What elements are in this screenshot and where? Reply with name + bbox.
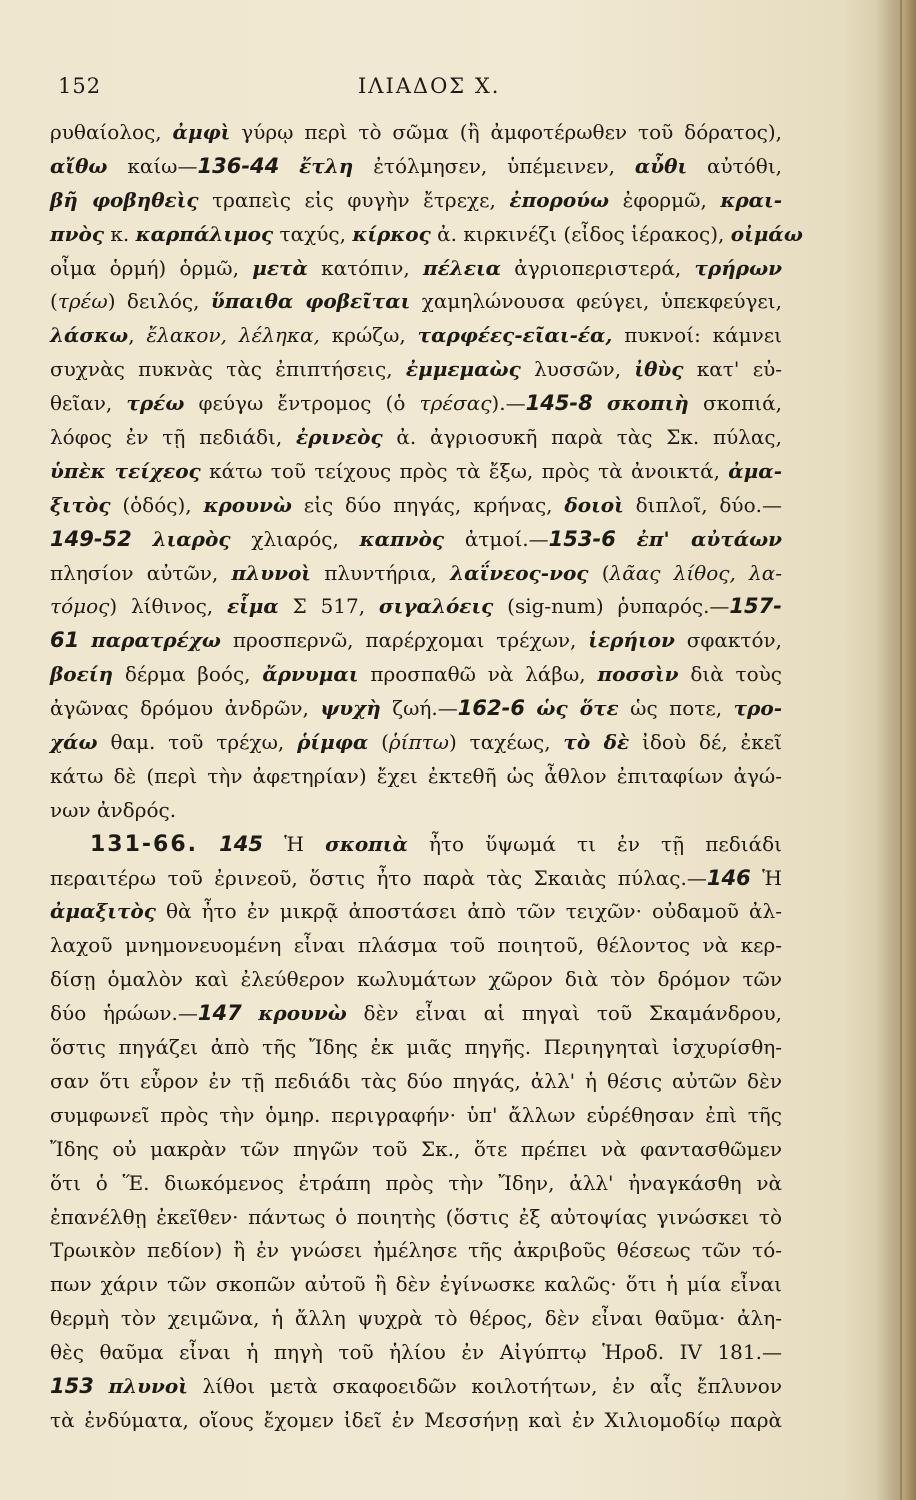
text-line bbox=[50, 929, 782, 963]
lemma-term: πέλεια bbox=[423, 255, 502, 280]
text-line bbox=[50, 590, 782, 624]
lemma-term: λάσκω bbox=[50, 323, 129, 348]
lemma-term: βῆ φοβηθεὶς bbox=[50, 187, 199, 212]
text-run: ρυθαίολος, bbox=[50, 120, 173, 144]
running-title: ΙΛΙΑΔΟΣ Χ. bbox=[358, 74, 501, 98]
text-run: καίω— bbox=[107, 153, 198, 178]
text-line bbox=[50, 726, 782, 760]
text-run: θὰ ἦτο ἐν μικρᾷ ἀποστάσει ἀπὸ τῶν τειχῶν· οὐδαμοῦ ἀλ- bbox=[155, 899, 782, 924]
text-run bbox=[593, 391, 607, 415]
lemma-term: κρουνὼ bbox=[203, 492, 292, 517]
text-line bbox=[50, 658, 782, 692]
text-run: ( bbox=[368, 730, 389, 755]
text-run: κρώζω, bbox=[319, 323, 418, 348]
text-run: κατόπιν, bbox=[307, 255, 423, 280]
text-line bbox=[50, 794, 782, 828]
text-run: προσπαθῶ νὰ λάβω, bbox=[358, 662, 598, 687]
text-run: αὐτόθι, bbox=[687, 153, 783, 178]
lemma-term: τρέω bbox=[57, 289, 108, 314]
text-line bbox=[50, 1370, 782, 1404]
text-run: ὡς ποτε, bbox=[618, 696, 734, 721]
lemma-term: ἰθὺς bbox=[634, 357, 684, 382]
text-run: ἀ. κιρκινέζι (εἶδος ἱέρακος), bbox=[430, 221, 731, 246]
lemma-term: χάω bbox=[50, 730, 98, 755]
text-line bbox=[50, 523, 782, 557]
lemma-term: βοείη bbox=[50, 662, 113, 687]
text-line bbox=[50, 489, 782, 523]
text-run: σαν ὅτι εὗρον ἐν τῇ πεδιάδι τὰς δύο πηγάς, ἀλλ' ἡ θέσις αὐτῶν δὲν bbox=[50, 1068, 782, 1093]
text-run: δέρμα βοός, bbox=[113, 662, 263, 687]
line-reference: 61 bbox=[50, 628, 80, 653]
lemma-term: ἐμμεμαὼς bbox=[405, 357, 521, 382]
text-run: ( bbox=[50, 289, 58, 314]
text-run: φεύγω ἔντρομος (ὁ bbox=[184, 391, 420, 416]
text-line bbox=[50, 218, 803, 252]
lemma-term: ἱερήιον bbox=[588, 628, 675, 653]
text-line bbox=[50, 1336, 782, 1370]
lemma-term: εἷμα bbox=[226, 594, 279, 619]
line-reference: 162-6 bbox=[457, 696, 525, 721]
lemma-term: ἐρινεὸς bbox=[295, 425, 383, 450]
section-heading: 131-66. bbox=[90, 831, 199, 857]
text-run bbox=[616, 527, 637, 551]
text-run: κάτω δὲ (περὶ τὴν ἀφετηρίαν) ἔχει ἐκτεθῆ ὡς ἆθλον ἐπιταφίων ἀγώ- bbox=[50, 763, 782, 788]
line-reference: 153-6 bbox=[548, 526, 616, 551]
text-run: χλιαρός, bbox=[230, 526, 360, 551]
text-run: ἀτμοί.— bbox=[444, 526, 549, 551]
text-run: ὅτι ὁ Ἕ. διωκόμενος ἐτράπη πρὸς τὴν Ἴδην, ἀλλ' ἠναγκάσθη νὰ bbox=[50, 1170, 782, 1195]
lemma-term: ἀμαξιτὸς bbox=[50, 899, 156, 924]
lemma-term: καρπάλιμος bbox=[135, 221, 274, 246]
lemma-term: ἔτλη bbox=[299, 153, 354, 178]
text-line bbox=[50, 1031, 782, 1065]
lemma-term: ἀμα- bbox=[728, 458, 783, 483]
text-line bbox=[50, 1268, 782, 1302]
line-reference: 145-8 bbox=[525, 391, 593, 416]
lemma-term: παρατρέχω bbox=[91, 628, 221, 653]
text-run bbox=[242, 1001, 259, 1025]
text-run: κ. bbox=[104, 221, 136, 246]
line-reference: 147 bbox=[197, 1001, 242, 1026]
text-run: λόφος ἐν τῇ πεδιάδι, bbox=[50, 425, 296, 450]
text-run: Ἴδης οὐ μακρὰν τῶν πηγῶν τοῦ Σκ., ὅτε πρέπει νὰ φαντασθῶμεν bbox=[50, 1136, 782, 1161]
text-line bbox=[50, 252, 782, 286]
text-line bbox=[50, 557, 782, 591]
text-run: θερμὴ τὸν χειμῶνα, ἡ ἄλλη ψυχρὰ τὸ θέρος, δὲν εἶναι θαῦμα· ἀλη- bbox=[50, 1306, 782, 1331]
lemma-term: οἰμάω bbox=[730, 221, 803, 246]
text-run: ἀγῶνας δρόμου ἀνδρῶν, bbox=[50, 696, 321, 721]
lemma-term: ῥίπτω bbox=[388, 730, 449, 755]
line-reference: 146 bbox=[706, 865, 751, 890]
text-run: λαχοῦ μνημονευομένη εἶναι πλάσμα τοῦ ποιητοῦ, θέλοντος νὰ κερ- bbox=[50, 933, 782, 958]
text-line bbox=[50, 760, 782, 794]
text-line bbox=[50, 1234, 782, 1268]
lemma-term: τόμος bbox=[50, 594, 110, 619]
lemma-term: αὖθι bbox=[634, 153, 688, 178]
lemma-term: πλυνοὶ bbox=[231, 560, 311, 585]
text-line bbox=[50, 455, 782, 489]
lemma-term: ἐπορούω bbox=[509, 187, 610, 212]
text-line bbox=[50, 353, 782, 387]
lemma-term: ψυχὴ bbox=[320, 696, 381, 721]
text-run: (sig-num) ῥυπαρός.— bbox=[493, 594, 730, 619]
lemma-term: ὕπαιθα φοβεῖται bbox=[210, 289, 411, 314]
text-run: θὲς θαῦμα εἶναι ἡ πηγὴ τοῦ ἡλίου ἐν Αἰγύπτῳ Ἡροδ. IV 181.— bbox=[50, 1340, 782, 1365]
text-run: ( bbox=[588, 560, 610, 585]
lemma-term: ἔλακον, λέληκα, bbox=[146, 323, 320, 348]
text-run: συχνὰς πυκνὰς τὰς ἐπιπτήσεις, bbox=[50, 357, 406, 382]
line-reference: 153 bbox=[50, 1373, 94, 1398]
text-line bbox=[50, 184, 782, 218]
text-run: πλησίον αὐτῶν, bbox=[50, 560, 232, 585]
text-run: τραπεὶς εἰς φυγὴν ἔτρεχε, bbox=[198, 187, 510, 212]
text-line bbox=[50, 421, 782, 455]
text-run bbox=[94, 1374, 109, 1398]
lemma-term: ὡς ὅτε bbox=[536, 696, 619, 721]
text-run: γύρῳ περὶ τὸ σῶμα (ἢ ἀμφοτέρωθεν τοῦ δόρατος), bbox=[230, 120, 782, 144]
text-run: διπλοῖ, δύο.— bbox=[623, 492, 782, 517]
text-run: οἶμα ὁρμή) ὁρμῶ, bbox=[50, 255, 253, 280]
lemma-term: τρέω bbox=[126, 391, 185, 416]
text-run: ) δειλός, bbox=[107, 289, 211, 314]
text-line bbox=[50, 828, 782, 862]
text-run: προσπερνῶ, παρέρχομαι τρέχων, bbox=[220, 628, 589, 653]
text-line bbox=[50, 1065, 782, 1099]
lemma-term: λᾶας λίθος, λα- bbox=[609, 560, 782, 585]
lemma-term: σκοπιὴ bbox=[606, 391, 689, 416]
lemma-term: πνὸς bbox=[50, 221, 105, 246]
text-run: Ἡ bbox=[750, 865, 782, 890]
text-run: ) λίθινος, bbox=[109, 594, 227, 619]
text-run: θεῖαν, bbox=[50, 391, 127, 416]
text-run: Τρωικὸν πεδίον) ἢ ἐν γνώσει ἠμέλησε τῆς ἀκριβοῦς θέσεως τῶν τό- bbox=[50, 1238, 782, 1263]
line-reference: 149-52 bbox=[50, 526, 132, 551]
text-run bbox=[198, 832, 219, 856]
text-run bbox=[132, 527, 153, 551]
lemma-term: καπνὸς bbox=[359, 526, 445, 551]
text-line bbox=[50, 319, 782, 353]
lemma-term: μετὰ bbox=[252, 255, 308, 280]
line-reference: 136-44 bbox=[197, 153, 280, 178]
page-header bbox=[58, 74, 788, 102]
text-run: συμφωνεῖ πρὸς τὴν ὁμηρ. περιγραφήν· ὑπ' ἄλλων εὑρέθησαν ἐπὶ τῆς bbox=[50, 1102, 782, 1127]
text-run: περαιτέρω τοῦ ἐρινεοῦ, ὅστις ἦτο παρὰ τὰς Σκαιὰς πύλας.— bbox=[50, 865, 707, 890]
text-run: εἰς δύο πηγάς, κρήνας, bbox=[291, 492, 565, 517]
lemma-term: ξιτὸς bbox=[50, 492, 111, 517]
text-line bbox=[50, 1201, 782, 1235]
lemma-term: τρέσας bbox=[419, 391, 492, 416]
lemma-term: ἄρνυμαι bbox=[262, 662, 359, 687]
text-run: λίθοι μετὰ σκαφοειδῶν κοιλοτήτων, ἐν αἷς ἔπλυνον bbox=[187, 1373, 782, 1398]
lemma-term: σιγαλόεις bbox=[378, 594, 494, 619]
lemma-term: κρουνὼ bbox=[258, 1001, 347, 1026]
text-run: σφακτόν, bbox=[674, 628, 783, 653]
text-run: διὰ τοὺς bbox=[678, 662, 782, 687]
text-run: ἐτόλμησεν, ὑπέμεινεν, bbox=[353, 153, 635, 178]
text-run: ἐφορμῶ, bbox=[609, 187, 721, 212]
text-line bbox=[50, 285, 782, 319]
lemma-term: κραι- bbox=[720, 187, 782, 212]
text-run bbox=[79, 628, 91, 652]
commentary-text bbox=[50, 116, 803, 1438]
page-number: 152 bbox=[58, 74, 102, 98]
text-run: ) ταχέως, bbox=[449, 730, 564, 755]
text-run: ).— bbox=[491, 391, 526, 416]
text-run: ἀγριοπεριστερά, bbox=[501, 255, 695, 280]
text-line bbox=[50, 963, 782, 997]
text-run: ἐπανέλθῃ ἐκεῖθεν· πάντως ὁ ποιητὴς (ὅστις ἐξ αὐτοψίας γινώσκει τὸ bbox=[50, 1204, 782, 1229]
text-line bbox=[50, 1167, 782, 1201]
text-run: Ἡ bbox=[263, 831, 326, 856]
text-line bbox=[50, 116, 782, 150]
text-run: λυσσῶν, bbox=[520, 357, 635, 382]
line-reference: 145 bbox=[219, 831, 263, 856]
text-run: ταχύς, bbox=[273, 221, 353, 246]
text-line bbox=[50, 692, 782, 726]
text-line bbox=[50, 1133, 782, 1167]
text-run bbox=[279, 154, 299, 178]
text-run: χαμηλώνουσα φεύγει, ὑπεκφεύγει, bbox=[410, 289, 782, 314]
text-run: ζωή.— bbox=[380, 696, 458, 721]
text-run: Σ 517, bbox=[278, 594, 379, 619]
lemma-term: ποσσὶν bbox=[597, 662, 679, 687]
text-line bbox=[50, 1302, 782, 1336]
text-line bbox=[50, 150, 782, 184]
text-run: κατ' εὐ- bbox=[683, 357, 782, 382]
text-line bbox=[50, 1099, 782, 1133]
text-run: ἰδοὺ δέ, ἐκεῖ bbox=[629, 730, 782, 755]
lemma-term: πλυνοὶ bbox=[108, 1373, 188, 1398]
text-run: ἦτο ὕψωμά τι ἐν τῇ πεδιάδι bbox=[407, 831, 782, 856]
text-run: σκοπιά, bbox=[688, 391, 783, 416]
text-run: , bbox=[128, 323, 147, 348]
text-line bbox=[50, 862, 782, 896]
lemma-term: τὸ δὲ bbox=[563, 730, 630, 755]
text-run: ἀ. ἀγριοσυκῆ παρὰ τὰς Σκ. πύλας, bbox=[382, 425, 782, 450]
text-run: δύο ἡρώων.— bbox=[50, 1001, 198, 1026]
lemma-term: ῥίμφα bbox=[297, 730, 369, 755]
lemma-term: λιαρὸς bbox=[152, 526, 231, 551]
text-line bbox=[50, 387, 782, 421]
text-run: πυκνοί: κάμνει bbox=[612, 323, 783, 348]
text-run: δίσῃ ὁμαλὸν καὶ ἐλεύθερον κωλυμάτων χῶρον διὰ τὸν δρόμον τῶν bbox=[50, 967, 782, 992]
lemma-term: λαΐνεος-νος bbox=[450, 560, 589, 585]
text-line bbox=[50, 1404, 782, 1438]
lemma-term: τρο- bbox=[733, 696, 782, 721]
lemma-term: ταρφέες-εῖαι-έα, bbox=[417, 323, 613, 348]
line-reference: 157- bbox=[729, 594, 782, 619]
text-run: πων χάριν τῶν σκοπῶν αὐτοῦ ἢ δὲν ἐγίνωσκε καλῶς· ὅτι ἡ μία εἶναι bbox=[50, 1272, 782, 1297]
lemma-term: αἴθω bbox=[50, 153, 108, 178]
text-line bbox=[50, 895, 782, 929]
text-line bbox=[50, 624, 782, 658]
lemma-term: ἐπ' αὐτάων bbox=[636, 526, 783, 551]
page-edge-shadow bbox=[876, 0, 916, 1500]
lemma-term: ἀμφὶ bbox=[172, 120, 231, 144]
text-run: τὰ ἐνδύματα, οἵους ἔχομεν ἰδεῖ ἐν Μεσσήνῃ καὶ ἐν Χιλιομοδίῳ παρὰ bbox=[50, 1407, 782, 1432]
lemma-term: δοιοὶ bbox=[564, 492, 624, 517]
text-run: δὲν εἶναι αἱ πηγαὶ τοῦ Σκαμάνδρου, bbox=[346, 1001, 782, 1026]
text-line bbox=[50, 997, 782, 1031]
text-run: ὅστις πηγάζει ἀπὸ τῆς Ἴδης ἐκ μιᾶς πηγῆς. Περιηγηταὶ ἰσχυρίσθη- bbox=[50, 1035, 782, 1060]
text-run: (ὁδός), bbox=[110, 492, 204, 517]
text-run: πλυντήρια, bbox=[310, 560, 451, 585]
lemma-term: τρήρων bbox=[694, 255, 782, 280]
lemma-term: κίρκος bbox=[352, 221, 431, 246]
text-run: νων ἀνδρός. bbox=[50, 797, 177, 822]
text-run: κάτω τοῦ τείχους πρὸς τὰ ἔξω, πρὸς τὰ ἀνοικτά, bbox=[200, 458, 729, 483]
lemma-term: σκοπιὰ bbox=[325, 831, 408, 856]
text-run: θαμ. τοῦ τρέχω, bbox=[97, 730, 298, 755]
page-edge-line bbox=[900, 0, 902, 1500]
text-run bbox=[525, 696, 536, 720]
lemma-term: ὑπὲκ τείχεος bbox=[50, 458, 201, 483]
